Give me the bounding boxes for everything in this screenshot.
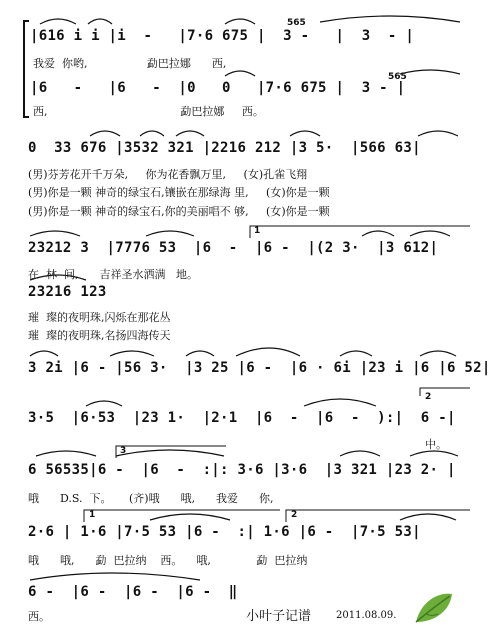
lyric-row-1: 我爱 你哟, 勐巴拉娜 西, [33, 57, 227, 70]
lyric-row-10: 西。 [28, 610, 50, 623]
notes-row-1: |616 i i |i - |7·6 675 | 3 - | 3 - | [30, 28, 415, 44]
notes-row-10: 6 - |6 - |6 - |6 - ‖ [28, 584, 238, 600]
system-bracket [23, 20, 29, 118]
notes-row-6: 3 2i |6 - |56 3· |3 25 |6 - |6 · 6i |23 i |6 |6 52| [28, 360, 491, 376]
lyric-row-4: 在 林 间, 吉祥圣水洒满 地。 [28, 268, 198, 281]
lyric-row-9: 哦 哦, 勐 巴拉纳 西。 哦, 勐 巴拉纳 [28, 554, 308, 567]
volta-2-mark: 2 [425, 392, 432, 402]
volta-1b-mark: 1 [89, 510, 96, 520]
lyric-row-3c: (男)你是一颗 神奇的绿宝石,你的美丽唱不 够, (女)你是一颗 [28, 205, 330, 218]
notes-row-5: 23216 123 [28, 284, 107, 300]
segno-mark-1: 565 [287, 18, 306, 28]
lyric-row-3a: (男)芬芳花开千万朵, 你为花香飘万里, (女)孔雀飞翔 [28, 168, 308, 181]
lyric-row-5a: 璀 璨的夜明珠,闪烁在那花丛 [28, 311, 171, 324]
notes-row-3: 0 33 676 |3532 321 |2216 212 |3 5· |566 63| [28, 140, 421, 156]
volta-1-mark: 1 [254, 226, 261, 236]
volta-2b-mark: 2 [291, 510, 298, 520]
segno-mark-2: 565 [388, 72, 407, 82]
date-text: 2011.08.09. [336, 610, 397, 621]
leaf-icon [412, 588, 456, 628]
notes-row-8: 6 56535|6 - |6 - :|: 3·6 |3·6 |3 321 |23 2· | [28, 462, 456, 478]
notes-row-9: 2·6 | 1·6 |7·5 53 |6 - :| 1·6 |6 - |7·5 53| [28, 524, 421, 540]
lyric-row-8: 哦 D.S. 下。 (齐)哦 哦, 我爱 你, [28, 492, 274, 505]
lyric-row-3b: (男)你是一颗 神奇的绿宝石,镶嵌在那绿海 里, (女)你是一颗 [28, 186, 330, 199]
volta-3-mark: 3 [120, 446, 127, 456]
notes-row-7: 3·5 |6·53 |23 1· |2·1 |6 - |6 - ):| 6 -| [28, 410, 456, 426]
notes-row-2: |6 - |6 - |0 0 |7·6 675 | 3 - | [30, 80, 406, 96]
notes-row-4: 23212 3 |7776 53 |6 - |6 - |(2 3· |3 612| [28, 240, 439, 256]
signature-text: 小叶子记谱 [246, 609, 312, 624]
lyric-row-7: 中。 [425, 438, 447, 451]
lyric-row-2: 西, 勐巴拉娜 西。 [33, 105, 264, 118]
lyric-row-5b: 璀 璨的夜明珠,名扬四海传天 [28, 329, 171, 342]
